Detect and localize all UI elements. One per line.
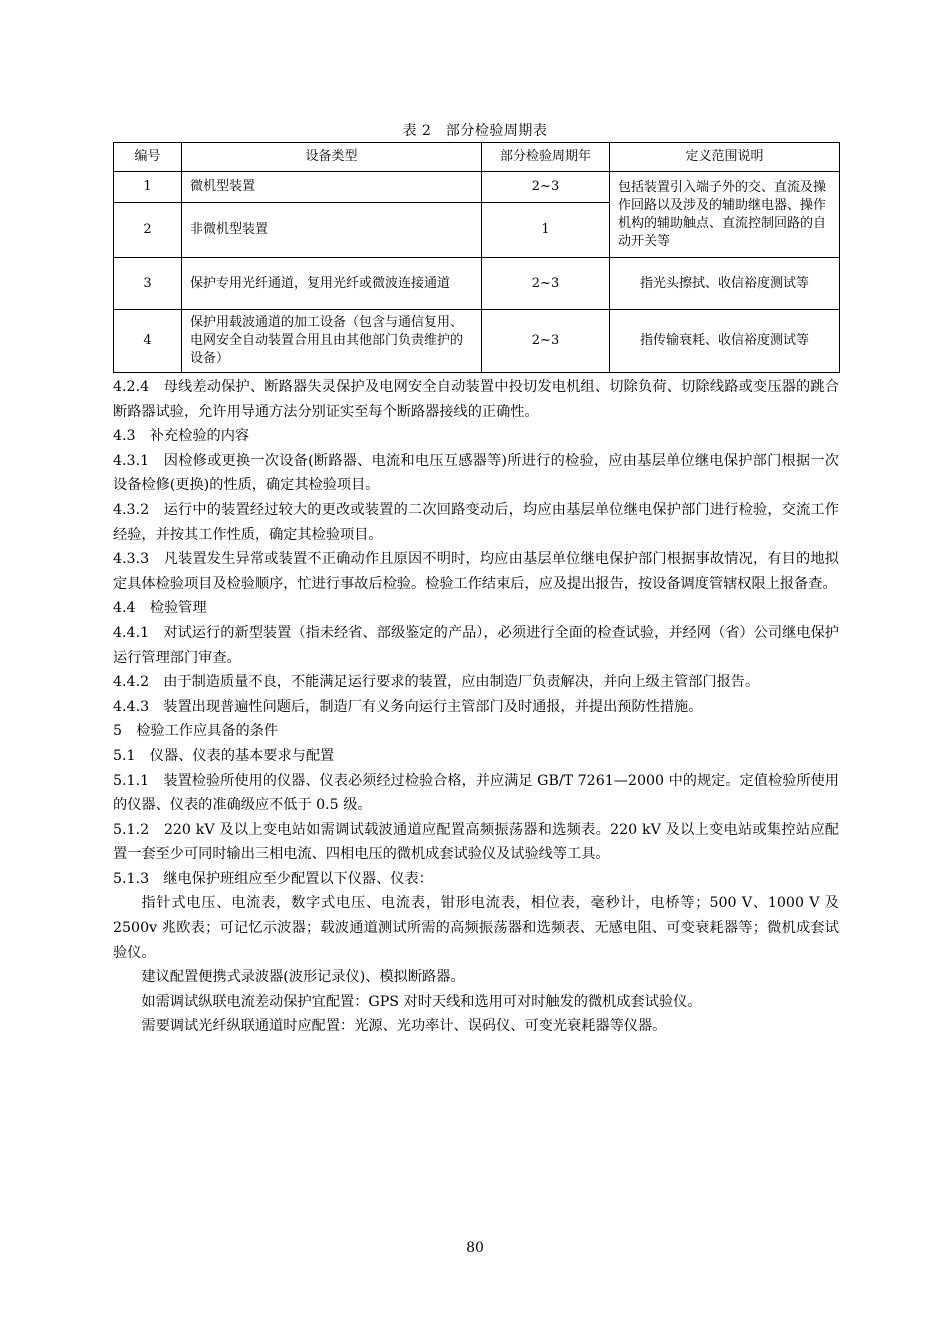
section-heading: 4.3 补充检验的内容 xyxy=(113,428,250,445)
paragraph: 5.1.3 继电保护班组应至少配置以下仪器、仪表： xyxy=(113,870,433,887)
indented-paragraph: 指针式电压、电流表，数字式电压、电流表，钳形电流表，相位表，毫秒计，电桥等；500 V、1000 V 及 2500v 兆欧表；可记忆示波器；载波通道测试所需的高频振荡器和选频表、无感电阻、可变衰耗器等；微机成套试验仪。 xyxy=(113,895,839,961)
header-no: 编号 xyxy=(114,143,182,172)
section-heading: 5.1 仪器、仪表的基本要求与配置 xyxy=(113,747,335,764)
header-period: 部分检验周期年 xyxy=(482,143,610,172)
cell-period: 2~3 xyxy=(482,172,610,203)
header-type: 设备类型 xyxy=(182,143,482,172)
paragraph: 4.3.1 因检修或更换一次设备(断路器、电流和电压互感器等)所进行的检验，应由基层单位继电保护部门根据一次设备检修(更换)的性质，确定其检验项目。 xyxy=(113,452,839,494)
section-heading: 5 检验工作应具备的条件 xyxy=(113,723,279,740)
table-caption: 表 2 部分检验周期表 xyxy=(402,123,548,139)
cell-no: 4 xyxy=(114,310,182,373)
cell-period: 2~3 xyxy=(482,310,610,373)
indented-paragraph: 建议配置便携式录波器(波形记录仪)、模拟断路器。 xyxy=(141,969,465,986)
section-heading: 4.4 检验管理 xyxy=(113,600,207,617)
paragraph: 4.3.3 凡装置发生异常或装置不正确动作且原因不明时，均应由基层单位继电保护部门根据事故情况，有目的地拟定具体检验项目及检验顺序，忙进行事故后检验。检验工作结束后，应及提出报告，按设备调度管辖权限上报备查。 xyxy=(113,551,839,592)
inspection-period-table xyxy=(113,142,840,373)
cell-type: 非微机型装置 xyxy=(182,203,482,258)
cell-no: 1 xyxy=(114,172,182,203)
paragraph: 5.1.2 220 kV 及以上变电站如需调试载波通道应配置高频振荡器和选频表。220 kV 及以上变电站或集控站应配置一套至少可同时输出三相电流、四相电压的微机成套试验仪及试验线等工具。 xyxy=(113,821,839,863)
table-row xyxy=(114,310,840,373)
cell-period: 2~3 xyxy=(482,258,610,310)
paragraph: 4.4.3 装置出现普遍性问题后，制造厂有义务向运行主管部门及时通报，并提出预防性措施。 xyxy=(113,698,703,715)
cell-no: 2 xyxy=(114,203,182,258)
body-text xyxy=(113,375,839,1039)
cell-no: 3 xyxy=(114,258,182,310)
indented-paragraph: 如需调试纵联电流差动保护宜配置：GPS 对时天线和选用可对时触发的微机成套试验仪。 xyxy=(141,993,702,1010)
paragraph: 4.3.2 运行中的装置经过较大的更改或装置的二次回路变动后，均应由基层单位继电保护部门进行检验，交流工作经验，并按其工作性质，确定其检验项目。 xyxy=(113,501,839,543)
paragraph: 4.2.4 母线差动保护、断路器失灵保护及电网安全自动装置中投切发电机组、切除负荷、切除线路或变压器的跳合断路器试验，允许用导通方法分别证实至每个断路器接线的正确性。 xyxy=(113,379,839,420)
cell-note: 指光头擦拭、收信裕度测试等 xyxy=(610,258,840,310)
cell-type: 微机型装置 xyxy=(182,172,482,203)
paragraph: 5.1.1 装置检验所使用的仪器、仪表必须经过检验合格，并应满足 GB/T 7261—2000 中的规定。定值检验所使用的仪器、仪表的准确级应不低于 0.5 级。 xyxy=(113,772,839,814)
header-scope: 定义范围说明 xyxy=(610,143,840,172)
table-row xyxy=(114,258,840,310)
table-header-row xyxy=(114,143,840,172)
indented-paragraph: 需要调试光纤纵联通道时应配置：光源、光功率计、误码仪、可变光衰耗器等仪器。 xyxy=(141,1018,667,1035)
paragraph: 4.4.2 由于制造质量不良，不能满足运行要求的装置，应由制造厂负责解决，并向上级主管部门报告。 xyxy=(113,674,760,691)
cell-merged-note: 包括装置引入端子外的交、直流及操作回路以及涉及的辅助继电器、操作机构的辅助触点、直流控制回路的自动开关等 xyxy=(610,172,840,258)
cell-type: 保护专用光纤通道，复用光纤或微波连接通道 xyxy=(182,258,482,310)
paragraph: 4.4.1 对试运行的新型装置（指未经省、部级鉴定的产品），必须进行全面的检查试验，并经网（省）公司继电保护运行管理部门审查。 xyxy=(113,624,839,666)
page-number: 80 xyxy=(466,1240,484,1256)
table-row xyxy=(114,172,840,203)
cell-type: 保护用载波通道的加工设备（包含与通信复用、电网安全自动装置合用且由其他部门负责维护的设备） xyxy=(182,310,482,373)
cell-note: 指传输衰耗、收信裕度测试等 xyxy=(610,310,840,373)
cell-period: 1 xyxy=(482,203,610,258)
